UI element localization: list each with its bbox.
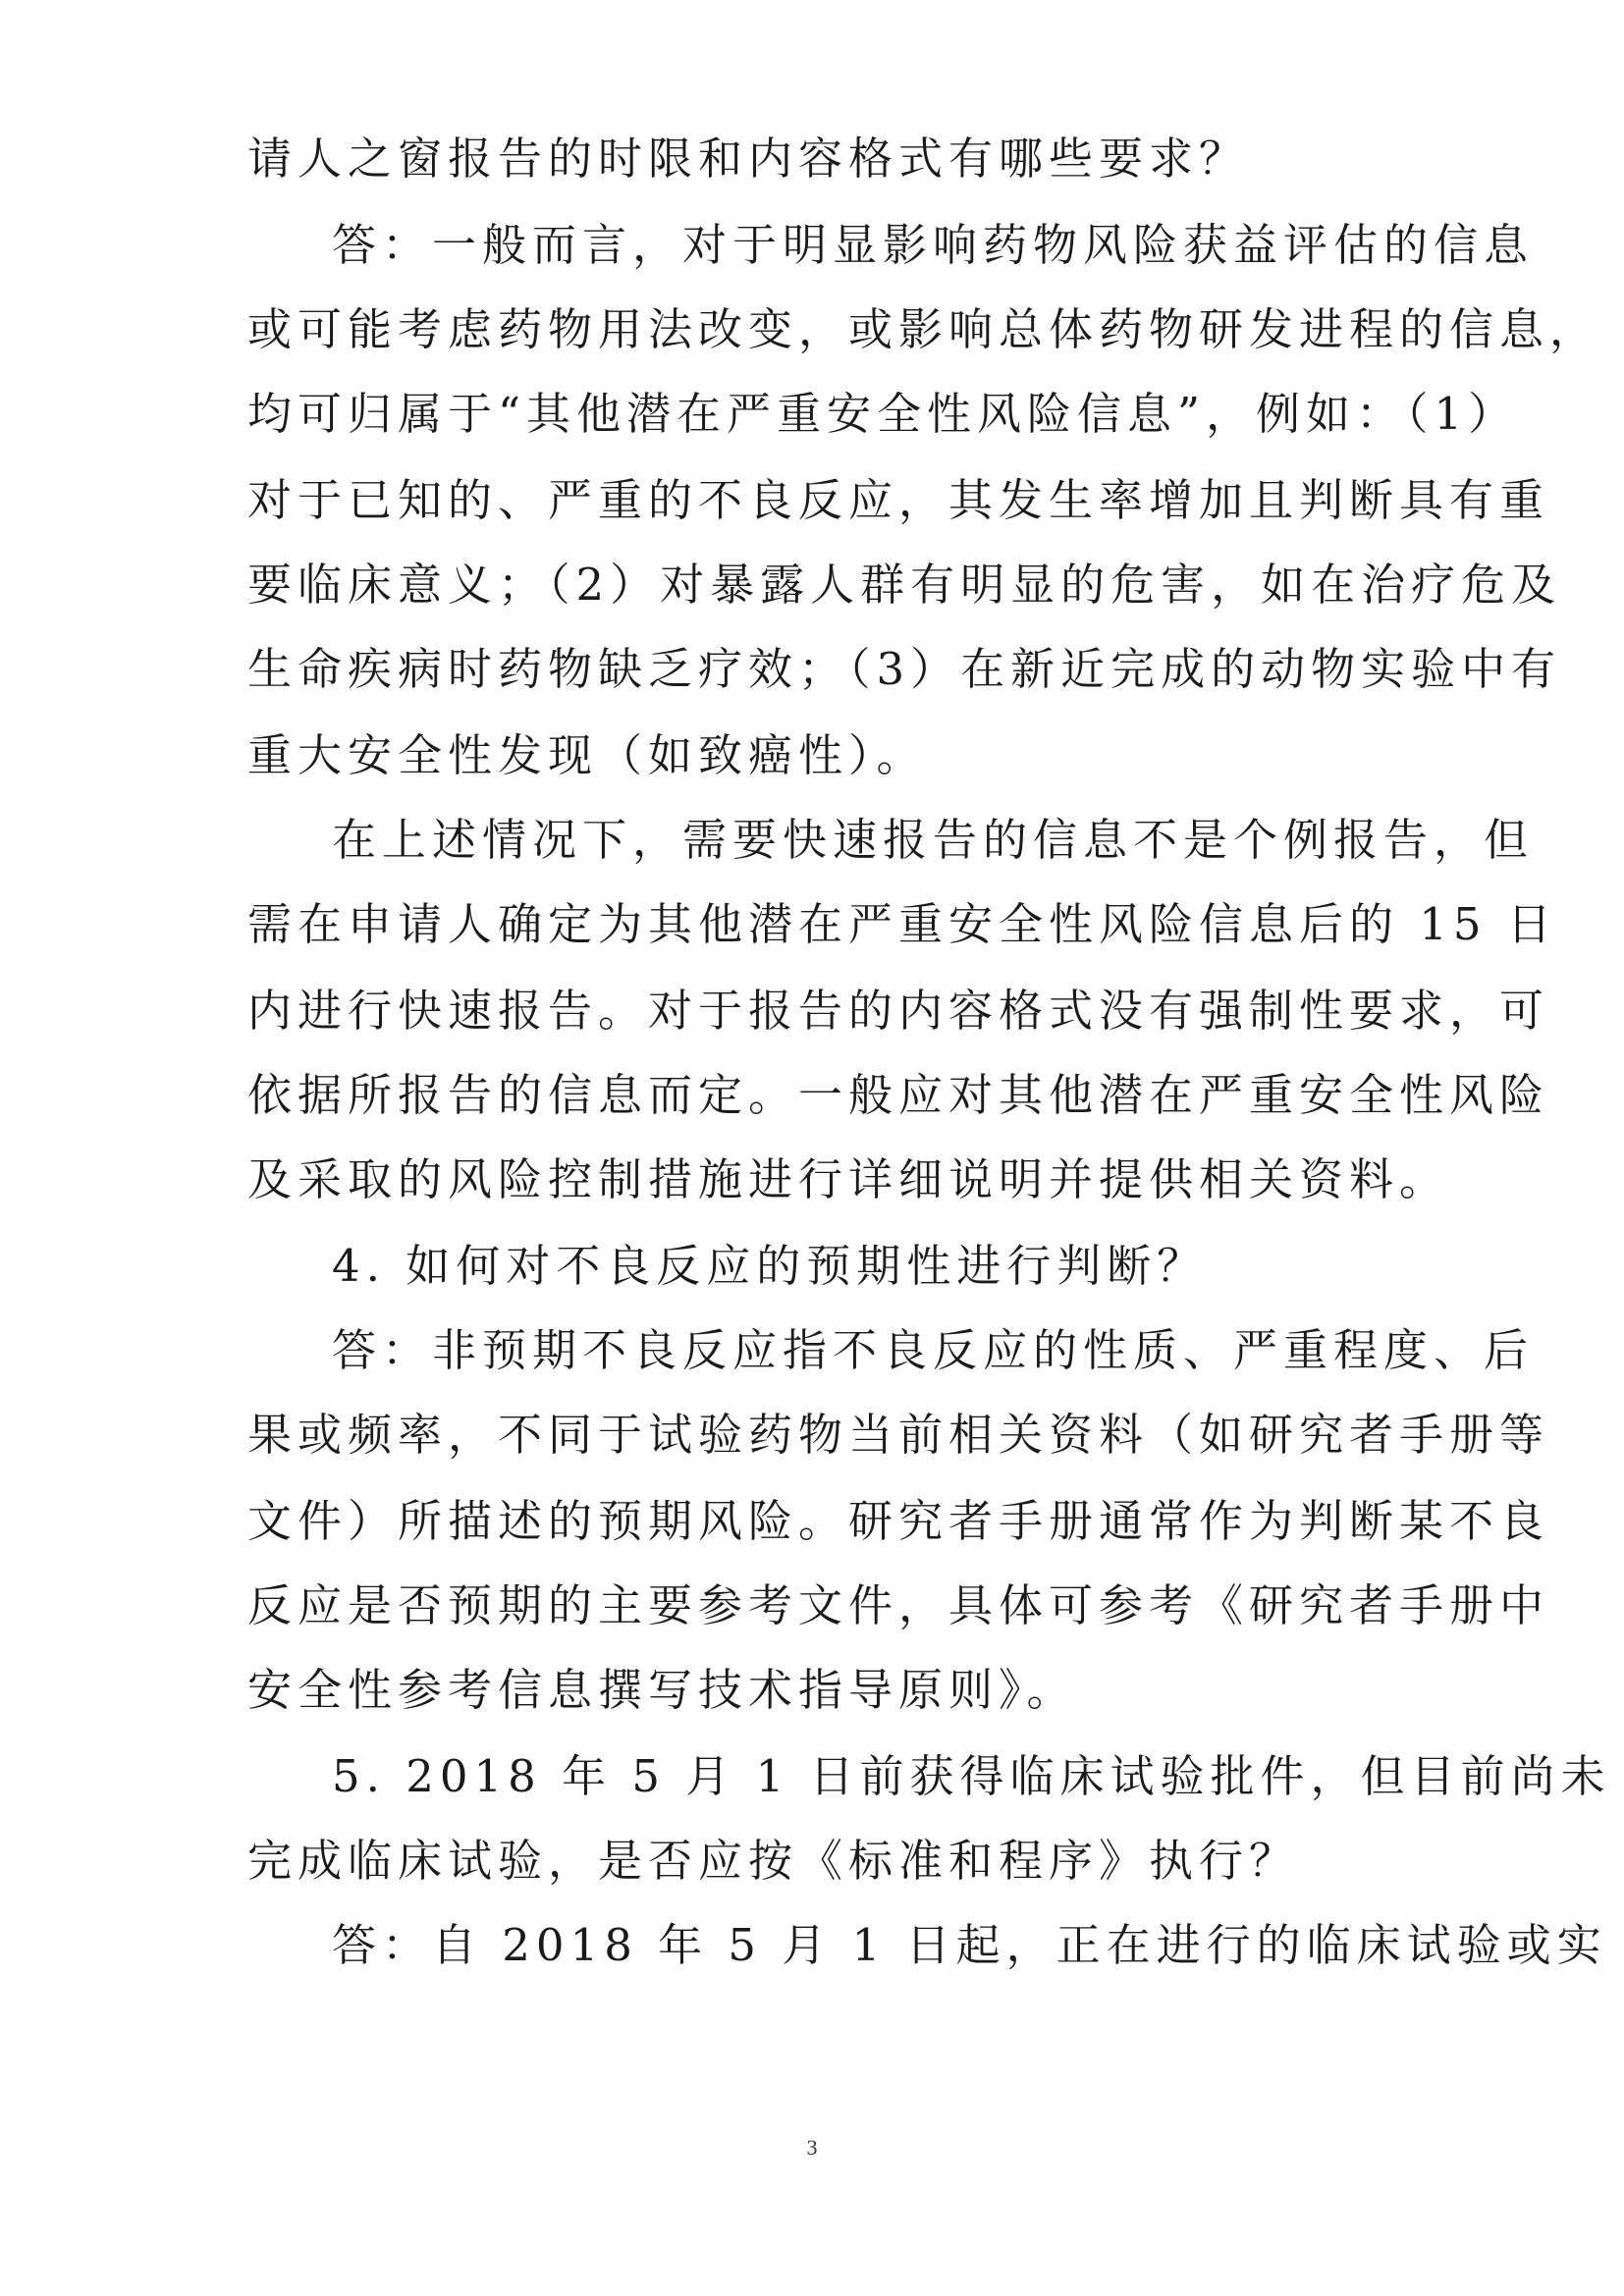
text-line-11: 内进行快速报告。对于报告的内容格式没有强制性要求，可	[247, 985, 1550, 1037]
text-line-18: 反应是否预期的主要参考文件，具体可参考《研究者手册中	[247, 1579, 1550, 1631]
text-line-12: 依据所报告的信息而定。一般应对其他潜在严重安全性风险	[247, 1069, 1550, 1121]
question-5-heading: 5. 2018 年 5 月 1 日前获得临床试验批件，但目前尚未	[332, 1750, 1611, 1802]
text-line-19: 安全性参考信息撰写技术指导原则》。	[247, 1664, 1077, 1716]
text-line-1: 请人之窗报告的时限和内容格式有哪些要求？	[247, 133, 1250, 185]
text-line-10: 需在申请人确定为其他潜在严重安全性风险信息后的 15 日	[247, 898, 1557, 950]
text-line-22: 答：自 2018 年 5 月 1 日起，正在进行的临床试验或实	[332, 1919, 1607, 1971]
text-line-4: 均可归属于“其他潜在严重安全性风险信息”，例如：（1）	[247, 388, 1519, 440]
text-line-21: 完成临床试验，是否应按《标准和程序》执行？	[247, 1835, 1300, 1887]
text-line-15: 答：非预期不良反应指不良反应的性质、严重程度、后	[332, 1324, 1535, 1376]
text-line-7: 生命疾病时药物缺乏疗效；（3）在新近完成的动物实验中有	[247, 643, 1562, 695]
text-line-6: 要临床意义；（2）对暴露人群有明显的危害，如在治疗危及	[247, 559, 1562, 611]
text-line-2: 答：一般而言，对于明显影响药物风险获益评估的信息	[332, 219, 1535, 271]
text-line-3: 或可能考虑药物用法改变，或影响总体药物研发进程的信息，	[247, 303, 1600, 355]
text-line-9: 在上述情况下，需要快速报告的信息不是个例报告，但	[332, 814, 1535, 866]
text-line-5: 对于已知的、严重的不良反应，其发生率增加且判断具有重	[247, 474, 1550, 526]
text-line-17: 文件）所描述的预期风险。研究者手册通常作为判断某不良	[247, 1495, 1550, 1547]
text-line-16: 果或频率，不同于试验药物当前相关资料（如研究者手册等	[247, 1409, 1550, 1461]
text-line-13: 及采取的风险控制措施进行详细说明并提供相关资料。	[247, 1153, 1450, 1205]
page-number: 3	[806, 2135, 818, 2160]
question-4-heading: 4. 如何对不良反应的预期性进行判断？	[332, 1240, 1208, 1292]
text-line-8: 重大安全性发现（如致癌性）。	[247, 729, 927, 781]
